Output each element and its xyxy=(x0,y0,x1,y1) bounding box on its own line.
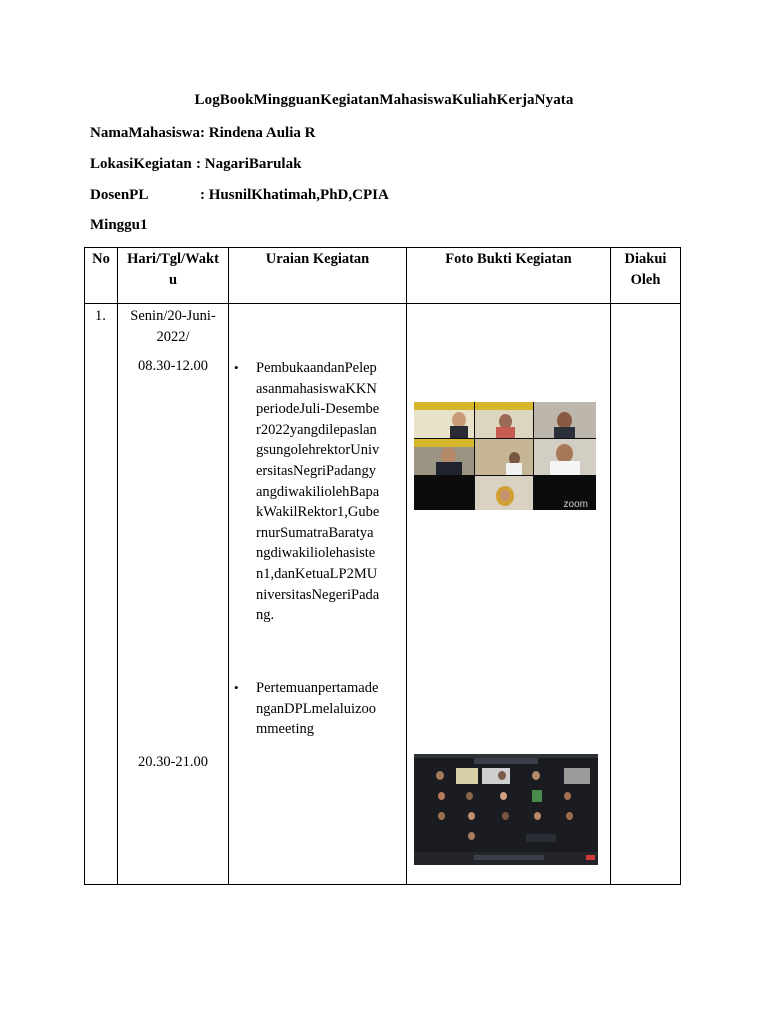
dpl-line xyxy=(90,187,389,204)
photo-zoom-meeting-dpl xyxy=(414,754,598,865)
activity-item-2 xyxy=(234,678,380,740)
dpl-label: DosenPL xyxy=(90,187,149,203)
student-name-line xyxy=(90,125,315,142)
location-label: LokasiKegiatan xyxy=(90,156,192,172)
row-time-1: 08.30-12.00 xyxy=(137,358,209,374)
table-header-row xyxy=(85,248,681,304)
week-label: Minggu1 xyxy=(90,217,148,233)
header-activity: Uraian Kegiatan xyxy=(229,248,407,304)
location-line xyxy=(90,156,302,173)
row-ack-cell xyxy=(611,304,681,885)
page-title: LogBookMingguanKegiatanMahasiswaKuliahKerjaNyata xyxy=(194,92,574,108)
row-photo-cell xyxy=(407,304,611,885)
row-number: 1. xyxy=(95,308,106,324)
row-no-cell xyxy=(85,304,118,885)
row-date: Senin/20-Juni-2022/ xyxy=(130,308,216,345)
bullet-icon: • xyxy=(234,680,239,695)
row-activity-cell xyxy=(229,304,407,885)
header-photo: Foto Bukti Kegiatan xyxy=(407,248,611,304)
table-row xyxy=(85,304,681,885)
student-name-label: NamaMahasiswa: xyxy=(90,125,209,141)
dpl-value: : HusnilKhatimah,PhD,CPIA xyxy=(200,187,389,203)
bullet-icon: • xyxy=(234,360,239,375)
row-date-cell xyxy=(118,304,229,885)
header-ack: Diakui Oleh xyxy=(611,248,681,304)
activity-item-1 xyxy=(234,358,380,626)
activity-text-1: PembukaandanPelepasanmahasiswaKKNperiodeJuli-Desember2022yangdilepaslangsungolehrektorUniversitasNegriPadangyangdiwakiliolehBapakWakilRektor1,GubernurSumatraBaratyangdiwakiliolehasisten1,danKetuaLP2MUniversitasNegeriPadang. xyxy=(256,360,380,624)
photo-zoom-opening-ceremony xyxy=(414,402,596,510)
zoom-watermark: zoom xyxy=(563,499,588,510)
student-name-value: Rindena Aulia R xyxy=(208,125,316,141)
activity-text-2: PertemuanpertamadenganDPLmelaluizoommeeting xyxy=(256,680,379,738)
header-no: No xyxy=(85,248,118,304)
row-time-2: 20.30-21.00 xyxy=(137,754,209,770)
logbook-table xyxy=(84,247,681,885)
location-value: : NagariBarulak xyxy=(196,156,302,172)
header-date: Hari/Tgl/Waktu xyxy=(118,248,229,304)
